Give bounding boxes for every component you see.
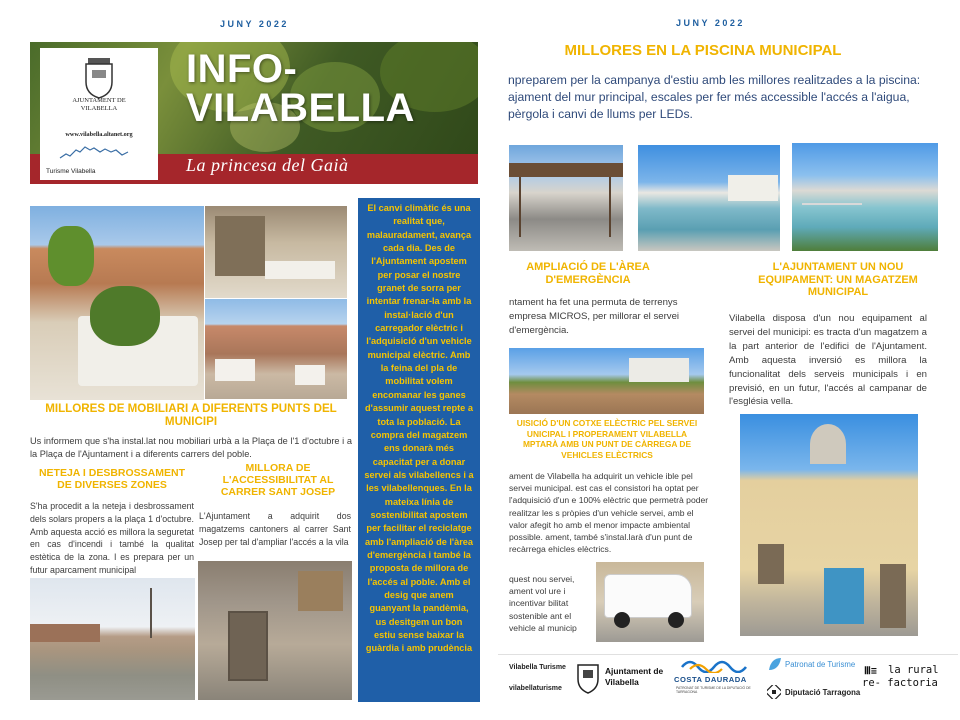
website-link[interactable]: www.vilabella.altanet.org <box>65 131 133 138</box>
diputacio-emblem-icon <box>767 685 781 699</box>
footer-diputacio: Diputació Tarragona <box>785 688 861 697</box>
editorial-text: El canvi climàtic és una realitat que, malauradament, avança cada dia. Des de l'Ajuntament apostem per posar el nostre granet de sorra per intentar frenar-la amb la instal·lació d'un carregador elèctric i l'adquisició d'un vehicle municipal elèctric. Amb la feina del pla de mobilitat volem encomanar les ganes d'assumir aquest repte a tota la població. La compra del magatzem ens donarà més capacitat per a donar servei als vilabellencs i a les vilabellenques. En la mateixa línia de sostenibilitat apostem per facilitar el reciclatge amb l'ampliació de l'àrea d'emergència i també la proposta de millora de l'accés al poble. Amb el desig que anem guanyant la pandèmia, us desitgem un bon estiu sense baixar la guàrdia i amb prudència <box>364 203 474 654</box>
solars-photo <box>30 578 195 700</box>
footer-tourism: Vilabella Turisme <box>509 664 566 671</box>
piscina-intro <box>508 72 948 122</box>
plaza-photo-bottom-right <box>205 299 347 399</box>
accessibilitat-body: L'Ajuntament a adquirit dos magatzems cantoners al carrer Sant Josep per tal d'ampliar l'accés a la vila <box>199 511 351 547</box>
footer-patronat: Patronat de Turisme <box>785 660 856 669</box>
pool-photo-pergola <box>509 145 623 251</box>
piscina-line3: pèrgola i canvi de llums per LEDs. <box>508 106 693 121</box>
emergencia-body: ntament ha fet una permuta de terrenys empresa MICROS, per millorar el servei d'emergència. <box>509 297 680 336</box>
magatzem-photo <box>740 414 918 636</box>
town-logo-box <box>40 48 158 180</box>
cotxe-body-top: ament de Vilabella ha adquirit un vehicle ible pel servei municipal. est cas el consistori ha optat per l'adquisició d'un e 100% elèctric que permetrà poder realitzar les s pròpies d'un vehicle servei, amb el valor afegit ho amb el menor impacte ambiental possible. ament, també s'instal.larà d'un punt de recàrrega ehicles elèctrics. <box>509 471 709 555</box>
magatzem-title: L'AJUNTAMENT UN NOU EQUIPAMENT: UN MAGATZEM MUNICIPAL <box>758 261 918 299</box>
emergencia-title: AMPLIACIÓ DE L'ÀREA D'EMERGÈNCIA <box>526 261 650 286</box>
newsletter-subtitle: La princesa del Gaià <box>186 155 349 175</box>
footer-ajuntament-line2: Vilabella <box>605 676 639 687</box>
neteja-title: NETEJA I DESBROSSAMENT DE DIVERSES ZONES <box>38 467 186 492</box>
pool-photo-water <box>638 145 780 251</box>
piscina-title: MILLORES EN LA PISCINA MUNICIPAL <box>564 42 842 59</box>
piscina-line2: ajament del mur principal, escales per fer més accessible l'accés a l'aigua, <box>508 89 910 104</box>
magatzem-body: Vilabella disposa d'un nou equipament al servei del municipi: es tracta d'un magatzem a la part anterior de l'edifici de l'Ajuntament. Amb aquesta inversió es millora la funcionalitat dels serveis municipals i en previsió, en un futur, l'accés al campanar de l'església vella. <box>729 313 927 408</box>
footer-costa-sub: PATRONAT DE TURISME DE LA DIPUTACIÓ DE TARRAGONA <box>676 686 751 695</box>
piscina-line1: npreparem per la campanya d'estiu amb les millores realitzades a la piscina: <box>508 73 921 87</box>
accessibilitat-title: MILLORA DE L'ACCESSIBILITAT AL CARRER SANT JOSEP <box>220 462 336 499</box>
footer-ajuntament-line1: Ajuntament de <box>605 666 664 676</box>
plaza-photo-top-right <box>205 206 347 298</box>
mobiliari-title: MILLORES DE MOBILIARI A DIFERENTS PUNTS DEL MUNICIPI <box>45 402 337 429</box>
footer-ajuntament <box>605 666 663 687</box>
footer-rural-line1: la rural <box>888 664 939 676</box>
mobiliari-body: Us informem que s'ha instal.lat nou mobiliari urbà a la Plaça de l'1 d'octubre i a la Plaça de l'Ajuntament i a diferents carrers del poble. <box>30 436 352 460</box>
left-date: JUNY 2022 <box>220 19 289 29</box>
footer-costa-daurada: COSTA DAURADA <box>674 675 747 684</box>
right-date: JUNY 2022 <box>676 18 745 28</box>
logo-name-line2: VILABELLA <box>80 105 118 112</box>
emergencia-photo <box>509 348 704 414</box>
logo-name-line1: AJUNTAMENT DE <box>72 97 126 104</box>
coat-of-arms-icon <box>40 48 158 180</box>
title-line1: INFO- <box>186 47 298 91</box>
newsletter-title <box>186 47 415 131</box>
cotxe-body-bottom: quest nou servei, ament vol ure i incentivar bilitat sostenible ant el vehicle al municip <box>509 574 577 633</box>
neteja-body: S'ha procedit a la neteja i desbrossament dels solars propers a la plaça 1 d'octubre. Amb aquesta acció es millora la seguretat en cas d'incendi i també la qualitat estètica de la zona. I es prepara per un futur aparcament municipal <box>30 501 194 575</box>
pool-photo-stairs <box>792 143 938 251</box>
footer-social: vilabellaturisme <box>509 685 562 692</box>
title-line2: VILABELLA <box>186 86 415 131</box>
ajuntament-crest-icon <box>575 661 601 695</box>
costa-daurada-wave-icon <box>680 657 750 673</box>
rural-refactoria-logo-icon: Ⅲ≡ <box>864 666 877 677</box>
tourism-label: Turisme Vilabella <box>46 168 96 175</box>
sant-josep-photo <box>198 561 352 700</box>
footer-rural-line2: re- factoria <box>862 676 938 689</box>
cotxe-title: UISICIÓ D'UN COTXE ELÈCTRIC PEL SERVEI UNICIPAL I PROPERAMENT VILABELLA MPTARÀ AMB UN PUNT DE CÀRREGA DE VEHICLES ELÈCTRICS <box>516 418 698 460</box>
patronat-leaf-icon <box>767 656 783 672</box>
electric-van-photo <box>596 562 704 642</box>
plaza-photo-main <box>30 206 204 400</box>
footer-divider <box>498 654 958 655</box>
